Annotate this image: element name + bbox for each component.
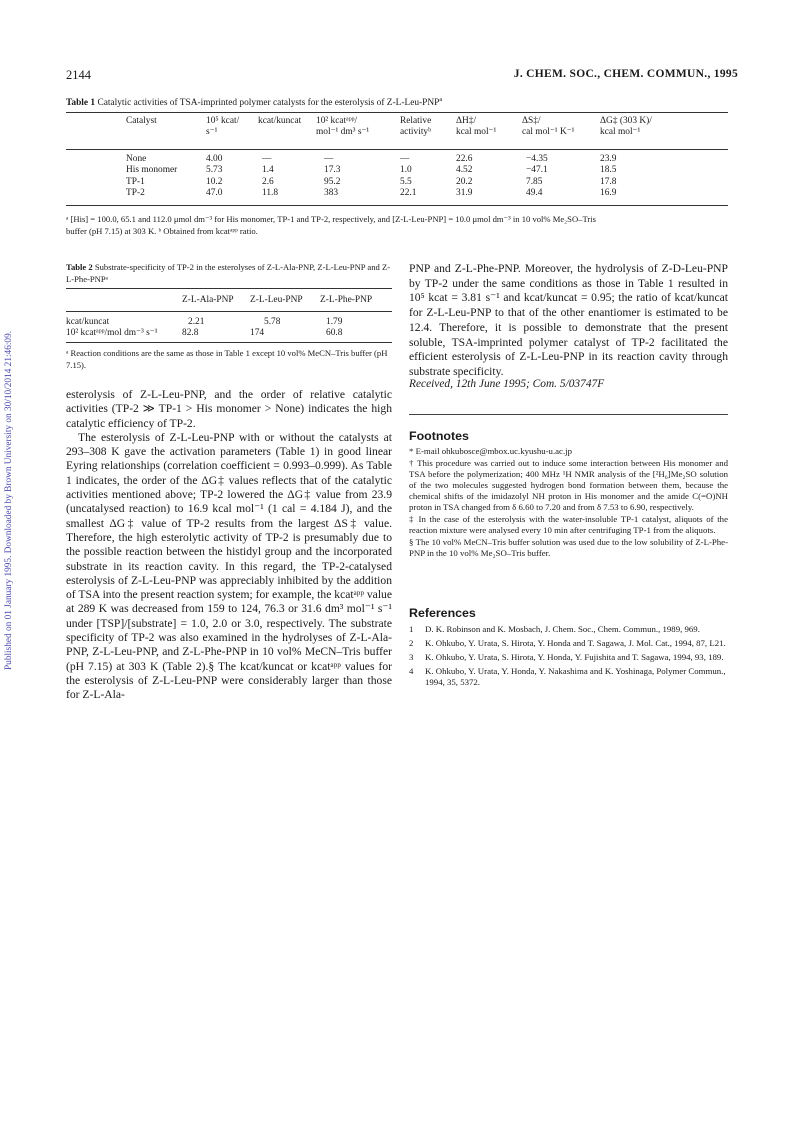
footnotes-list [409,446,728,560]
right-column-paragraph: PNP and Z-L-Phe-PNP. Moreover, the hydrolysis of Z-D-Leu-PNP by TP-2 under the same conditions as those in Table 1 resulted in 10⁵ kcat = 3.81 s⁻¹ and kcat/kuncat = 0.95; the ratio of kcat/kuncat for Z-L-Leu-PNP to that of the other enantiomer is estimated to be 12.4. Therefore, it is possible to demonstrate that the present soluble, TSA-imprinted polymer catalyst of TP-2 facilitated the efficient esterolysis of Z-L-Leu-PNP in its reaction cavity through substrate specificity. [409,262,728,378]
t1-col-kapp: 10² kcatᵃᵖᵖ/ mol⁻¹ dm³ s⁻¹ [316,116,370,137]
table1-top-rule [66,112,728,113]
table2-footnote: ᵃ Reaction conditions are the same as those in Table 1 except 10 vol% MeCN–Tris buffer (pH 7.15). [66,348,388,370]
references-heading: References [409,606,476,620]
footnotes-heading: Footnotes [409,429,469,443]
table-cell: 16.9 [600,187,617,198]
table1-caption [66,97,728,109]
table1-mid-rule [66,149,728,150]
t1-col-dg: ΔG‡ (303 K)/ kcal mol⁻¹ [600,116,652,137]
table-cell: His monomer [126,165,178,176]
table1-body [66,154,728,204]
t1-data-ds [526,154,548,199]
table-cell: 4.00 [206,154,223,164]
t1-col-ds: ΔS‡/ cal mol⁻¹ K⁻¹ [522,116,575,137]
t2-col-leu: Z-L-Leu-PNP [250,295,303,305]
table-cell: — [324,154,334,164]
footnote-item: † This procedure was carried out to induce some interaction between His monomer and TSA before the polymerization; 400 MHz ¹H NMR analysis of the [²H₆]Me₂SO solution of the two molecules suggested hydrogen bond formation between them, because the chemical shifts of the imidazolyl NH proton in His monomer and the amide C(=O)NH proton in TSA changed from δ 6.60 to 7.20 and from δ 7.53 to 6.90, respectively. [409,458,728,512]
table-cell: — [262,154,272,164]
table-cell: 10² kcatᵃᵖᵖ/mol dm⁻³ s⁻¹ [66,328,158,339]
table-cell: 2.6 [262,176,274,187]
table-cell: TP-1 [126,176,145,187]
footnote-item: § The 10 vol% MeCN–Tris buffer solution was used due to the low solubility of Z-L-Phe-PNP in the 10 vol% Me₂SO–Tris buffer. [409,537,728,558]
t1-col-kcat: 10⁵ kcat/ s⁻¹ [206,116,240,137]
references-list [409,624,728,691]
table-cell: 1.0 [400,165,412,176]
table1-caption-text: Catalytic activities of TSA-imprinted polymer catalysts for the esterolysis of Z-L-Leu-PNP [97,98,440,108]
table-cell: — [400,154,410,164]
table1-bottom-rule [66,205,728,206]
table-cell: 7.85 [526,176,543,187]
table-cell: 2.21 [188,317,205,327]
table-cell: 20.2 [456,176,473,187]
t1-data-ratio [262,154,278,199]
table-cell: 10.2 [206,176,223,187]
table-cell: 49.4 [526,187,543,198]
t1-data-kcat [206,154,222,199]
table-cell: 383 [324,187,339,198]
footnote-item: * E-mail ohkubosce@mbox.uc.kyushu-u.ac.jp [409,446,572,456]
t2-col-ala: Z-L-Ala-PNP [182,295,234,305]
journal-header: J. CHEM. SOC., CHEM. COMMUN., 1995 [513,68,738,80]
table1-footnote: ᵃ [His] = 100.0, 65.1 and 112.0 μmol dm⁻³ for His monomer, TP-1 and TP-2, respectively, and [Z-L-Leu-PNP] = 10.0 μmol dm⁻³ in 10 vol% Me₂SO–Tris buffer (pH 7.15) at 303 K. ᵇ Obtained from kcatᵃᵖᵖ ratio. [66,214,597,236]
table-cell: 47.0 [206,187,223,198]
table-cell: TP-2 [126,187,145,198]
table-cell: 22.6 [456,154,473,164]
t1-data-dg [600,154,616,199]
table1-caption-label: Table 1 [66,98,96,108]
table2-caption-text: Substrate-specificity of TP-2 in the esterolyses of Z-L-Ala-PNP, Z-L-Leu-PNP and Z-L-Phe-PNPᵃ [66,262,391,284]
t1-col-relative: Relative activityᵇ [400,116,432,137]
download-watermark [2,270,16,670]
table-cell: 82.8 [182,328,199,339]
table-cell: kcat/kuncat [66,317,110,327]
reference-item: 1 D. K. Robinson and K. Mosbach, J. Chem. Soc., Chem. Commun., 1989, 969. [409,624,700,634]
table-cell: 1.79 [326,317,343,327]
table2-caption-label: Table 2 [66,262,93,272]
footnote-item: ‡ In the case of the esterolysis with the water-insoluble TP-1 catalyst, aliquots of the reaction mixture were analysed every 10 min after centrifuging TP-1 from the aliquots. [409,514,728,535]
t1-data-dh [456,154,472,199]
reference-item: 4 K. Ohkubo, Y. Urata, Y. Honda, Y. Nakashima and K. Yoshinaga, Polymer Commun., 1994, 35, 5372. [409,666,726,687]
t1-data-kapp [324,154,340,199]
table-cell: 95.2 [324,176,341,187]
t2-col-phe: Z-L-Phe-PNP [320,295,373,305]
table-cell: 1.4 [262,165,274,176]
table-cell: −4.35 [526,154,548,164]
table2-bottom-rule [66,342,392,343]
table-cell: 5.78 [264,317,281,327]
table1-header [66,116,728,156]
table-cell: 4.52 [456,165,473,176]
t1-data-relative [400,154,416,199]
table-cell: 17.8 [600,176,617,187]
table-cell: 18.5 [600,165,617,176]
table2-mid-rule [66,311,392,312]
t1-col-ratio: kcat/kuncat [258,116,302,126]
table-cell: 5.73 [206,165,223,176]
table-cell: 174 [250,328,265,339]
t1-col-catalyst: Catalyst [126,116,157,126]
table-cell: 60.8 [326,328,343,339]
table-cell: 22.1 [400,187,417,198]
table-cell: None [126,154,147,164]
table1-caption-note: a [439,95,443,103]
table-cell: 17.3 [324,165,341,176]
t1-col-dh: ΔH‡/ kcal mol⁻¹ [456,116,497,137]
reference-item: 3 K. Ohkubo, Y. Urata, S. Hirota, Y. Honda, Y. Fujishita and T. Sagawa, 1994, 93, 189. [409,652,724,662]
table-cell: 31.9 [456,187,473,198]
page-number: 2144 [66,68,91,82]
table2-top-rule [66,288,392,289]
table-cell: 23.9 [600,154,617,164]
section-divider [409,414,728,415]
table-cell: 5.5 [400,176,412,187]
table2-caption [66,262,392,285]
reference-item: 2 K. Ohkubo, Y. Urata, S. Hirota, Y. Honda and T. Sagawa, J. Mol. Cat., 1994, 87, L21. [409,638,726,648]
download-watermark-text: Published on 01 January 1995. Downloaded by Brown University on 30/10/2014 21:46:09. [4,330,14,670]
left-column-body [66,388,392,703]
t1-data-catalyst [126,154,177,199]
table-cell: 11.8 [262,187,279,198]
table-cell: −47.1 [526,165,548,176]
received-line: Received, 12th June 1995; Com. 5/03747F [409,378,605,390]
body-paragraph: The esterolysis of Z-L-Leu-PNP with or without the catalysts at 293–308 K gave the activation parameters (Table 1) in good linear Eyring relationships (correlation coefficient = 0.993–0.999). As Table 1 indicates, the order of the ΔG‡ values reflects that of the catalytic activities mentioned above; TP-2 lowered the ΔG‡ value from 23.9 (uncatalysed reaction) to 16.9 kcal mol⁻¹ (1 cal = 4.184 J), and the smallest ΔG‡ value of TP-2 results from the largest ΔS‡ value. Therefore, the high esterolytic activity of TP-2 is presumably due to the possible reaction between the histidyl group and the incorporated substrate in its reaction cavity. In this regard, the TP-2-catalysed esterolysis of Z-L-Leu-PNP was appreciably inhibited by the addition of TSA into the present reaction system; for example, the kcatᵃᵖᵖ value at 289 K was decreased from 159 to 124, 76.3 or 31.6 dm³ mol⁻¹ s⁻¹ under [TSP]/[substrate] = 1.0, 2.0 or 3.0, respectively. The substrate specificity of TP-2 was also examined in the hydrolyses of Z-L-Ala-PNP, Z-L-Leu-PNP, and Z-L-Phe-PNP in 10 vol% MeCN–Tris buffer (pH 7.15) at 303 K (Table 2).§ The kcat/kuncat or kcatᵃᵖᵖ values for the esterolysis of Z-L-Leu-PNP were considerably larger than those for Z-L-Ala- [66,430,392,702]
body-paragraph: esterolysis of Z-L-Leu-PNP, and the order of relative catalytic activities (TP-2 ≫ TP-1 > His monomer > None) indicates the high catalytic efficiency of TP-2. [66,388,392,430]
